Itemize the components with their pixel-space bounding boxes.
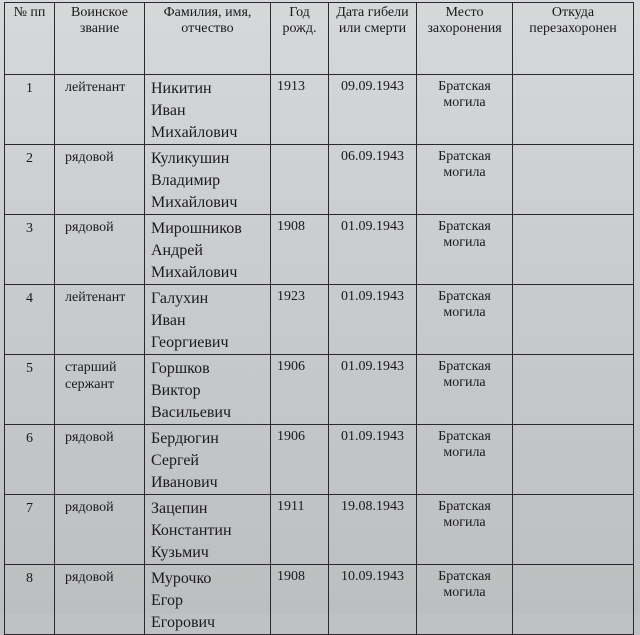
table-row [5, 215, 634, 285]
rank-cell: лейтенант [55, 75, 145, 145]
first-name: Владимир [151, 172, 221, 189]
header-no: № пп [5, 3, 55, 75]
row-number: 1 [5, 75, 55, 145]
burial-place-cell: Братская могила [417, 75, 513, 145]
surname: Куликушин [151, 150, 230, 167]
patronymic: Кузьмич [151, 544, 209, 561]
birth-year-cell [271, 145, 329, 215]
burial-place-cell: Братская могила [417, 215, 513, 285]
first-name: Константин [151, 522, 232, 539]
first-name: Иван [151, 102, 186, 119]
header-reburied-from: Откуда перезахоронен [513, 3, 634, 75]
reburied-from-cell [513, 145, 634, 215]
patronymic: Михайлович [151, 194, 238, 211]
rank-cell: рядовой [55, 495, 145, 565]
reburied-from-cell [513, 215, 634, 285]
table-row [5, 285, 634, 355]
patronymic: Иванович [151, 474, 218, 491]
burial-place-cell: Братская могила [417, 565, 513, 635]
rank-cell: рядовой [55, 215, 145, 285]
surname: Галухин [151, 290, 209, 307]
reburied-from-cell [513, 565, 634, 635]
table-row [5, 355, 634, 425]
patronymic: Егорович [151, 614, 216, 631]
row-number: 3 [5, 215, 55, 285]
surname: Горшков [151, 360, 210, 377]
name-cell [145, 495, 271, 565]
birth-year-cell: 1906 [271, 425, 329, 495]
patronymic: Михайлович [151, 124, 238, 141]
patronymic: Михайлович [151, 264, 238, 281]
table-row [5, 495, 634, 565]
row-number: 6 [5, 425, 55, 495]
row-number: 8 [5, 565, 55, 635]
name-cell [145, 355, 271, 425]
reburied-from-cell [513, 425, 634, 495]
birth-year-cell: 1923 [271, 285, 329, 355]
death-date-cell: 09.09.1943 [329, 75, 417, 145]
first-name: Виктор [151, 382, 201, 399]
rank-cell: рядовой [55, 145, 145, 215]
table-row [5, 145, 634, 215]
table-row [5, 425, 634, 495]
header-burial-place: Место захоронения [417, 3, 513, 75]
name-cell [145, 215, 271, 285]
surname: Никитин [151, 80, 212, 97]
table-body [5, 75, 634, 635]
rank-cell: лейтенант [55, 285, 145, 355]
reburied-from-cell [513, 495, 634, 565]
name-cell [145, 565, 271, 635]
name-cell [145, 145, 271, 215]
rank-cell: старший сержант [55, 355, 145, 425]
first-name: Егор [151, 592, 183, 609]
rank-cell: рядовой [55, 565, 145, 635]
burial-place-cell: Братская могила [417, 285, 513, 355]
burial-place-cell: Братская могила [417, 495, 513, 565]
death-date-cell: 01.09.1943 [329, 355, 417, 425]
birth-year-cell: 1911 [271, 495, 329, 565]
birth-year-cell: 1908 [271, 565, 329, 635]
death-date-cell: 01.09.1943 [329, 425, 417, 495]
burial-list-table [4, 2, 634, 635]
row-number: 5 [5, 355, 55, 425]
name-cell [145, 75, 271, 145]
table-row [5, 565, 634, 635]
surname: Мурочко [151, 570, 212, 587]
patronymic: Георгиевич [151, 334, 229, 351]
patronymic: Васильевич [151, 404, 231, 421]
reburied-from-cell [513, 75, 634, 145]
death-date-cell: 01.09.1943 [329, 285, 417, 355]
burial-place-cell: Братская могила [417, 145, 513, 215]
burial-place-cell: Братская могила [417, 425, 513, 495]
name-cell [145, 425, 271, 495]
burial-place-cell: Братская могила [417, 355, 513, 425]
reburied-from-cell [513, 355, 634, 425]
rank-cell: рядовой [55, 425, 145, 495]
row-number: 7 [5, 495, 55, 565]
birth-year-cell: 1906 [271, 355, 329, 425]
death-date-cell: 06.09.1943 [329, 145, 417, 215]
header-rank: Воинское звание [55, 3, 145, 75]
birth-year-cell: 1913 [271, 75, 329, 145]
birth-year-cell: 1908 [271, 215, 329, 285]
first-name: Сергей [151, 452, 199, 469]
row-number: 2 [5, 145, 55, 215]
table-header-row [5, 3, 634, 75]
surname: Зацепин [151, 500, 208, 517]
header-birth-year: Год рожд. [271, 3, 329, 75]
first-name: Иван [151, 312, 186, 329]
table-row [5, 75, 634, 145]
death-date-cell: 19.08.1943 [329, 495, 417, 565]
first-name: Андрей [151, 242, 203, 259]
header-death-date: Дата гибели или смерти [329, 3, 417, 75]
surname: Мирошников [151, 220, 242, 237]
death-date-cell: 10.09.1943 [329, 565, 417, 635]
header-name: Фамилия, имя, отчество [145, 3, 271, 75]
death-date-cell: 01.09.1943 [329, 215, 417, 285]
reburied-from-cell [513, 285, 634, 355]
surname: Бердюгин [151, 430, 219, 447]
name-cell [145, 285, 271, 355]
row-number: 4 [5, 285, 55, 355]
